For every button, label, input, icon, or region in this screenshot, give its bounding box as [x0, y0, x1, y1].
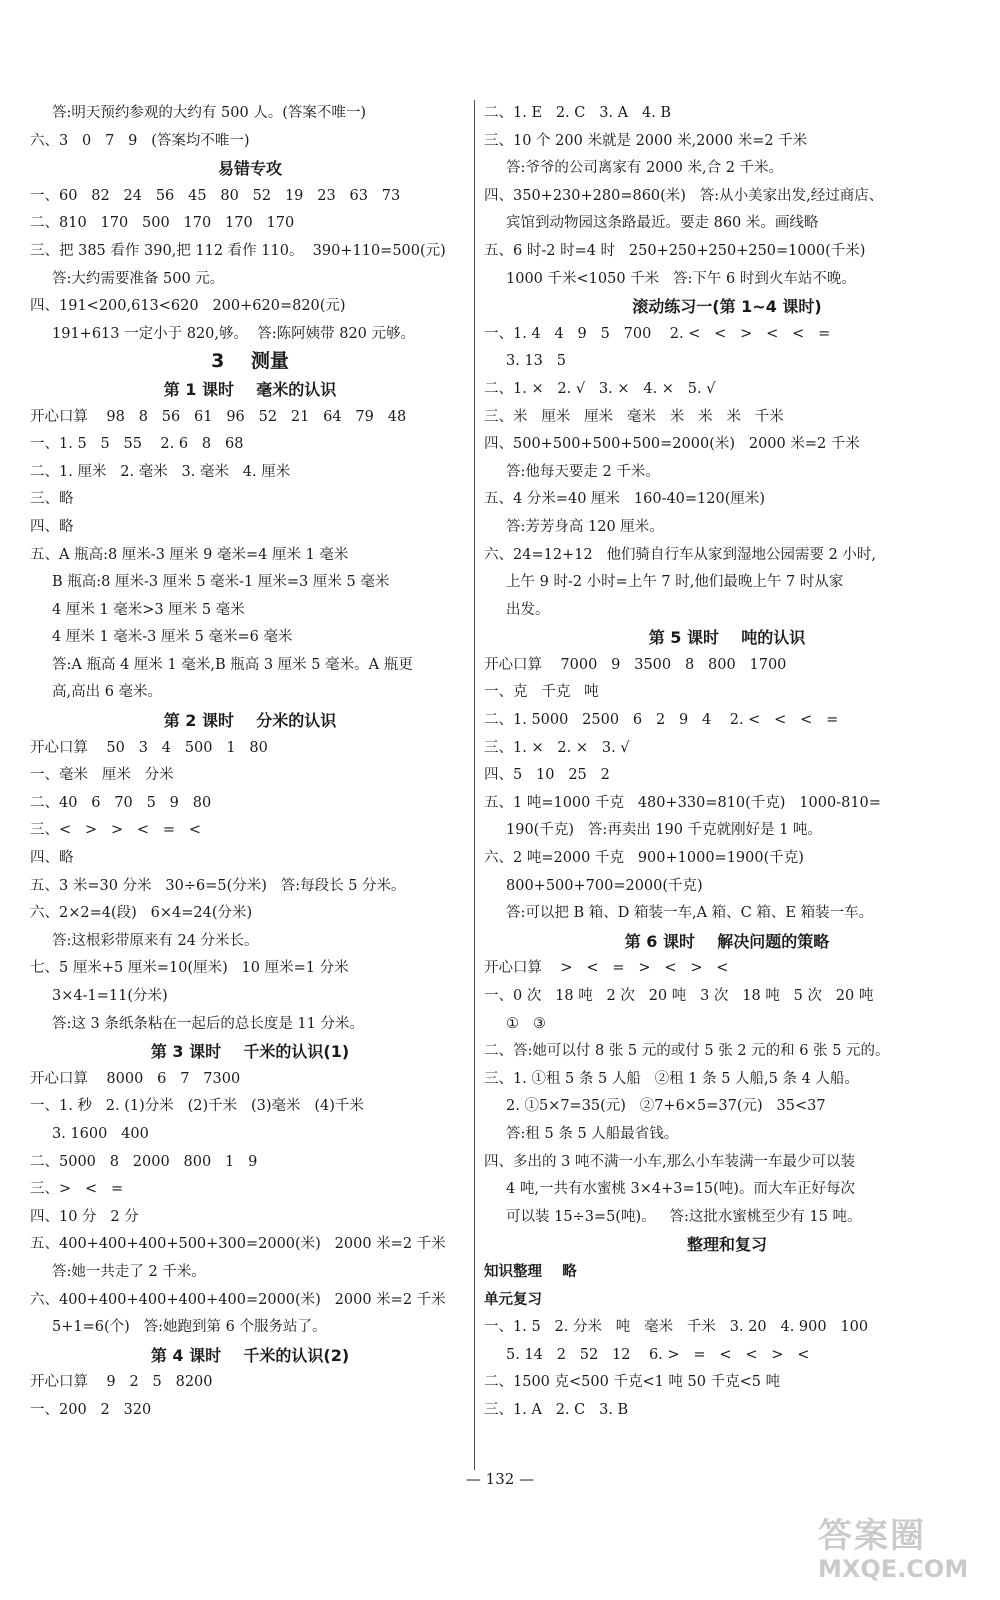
answer-line: 四、191<200,613<620 200+620=820(元) — [30, 298, 346, 315]
section-heading: 第 6 课时 解决问题的策略 — [624, 931, 830, 951]
answer-line: 一、200 2 320 — [30, 1401, 152, 1418]
answer-line: 高,高出 6 毫米。 — [52, 684, 163, 701]
answer-line: 三、米 厘米 厘米 毫米 米 米 米 千米 — [484, 408, 784, 425]
answer-line: 出发。 — [506, 601, 550, 618]
answer-line: 4 吨,一共有水蜜桃 3×4+3=15(吨)。而大车正好每次 — [506, 1181, 855, 1198]
watermark — [818, 1508, 978, 1588]
answer-line: 答:A 瓶高 4 厘米 1 毫米,B 瓶高 3 厘米 5 毫米。A 瓶更 — [52, 656, 413, 673]
section-heading: 3 测量 — [211, 350, 289, 373]
answer-line: 三、< > > < = < — [30, 822, 202, 839]
answer-line: 答:大约需要准备 500 元。 — [52, 270, 225, 287]
answer-line: 3. 1600 400 — [52, 1125, 149, 1142]
answer-line: 二、1. 厘米 2. 毫米 3. 毫米 4. 厘米 — [30, 463, 291, 480]
answer-line: 三、1. A 2. C 3. B — [484, 1401, 629, 1418]
answer-line: ① ③ — [506, 1015, 546, 1032]
answer-line: 800+500+700=2000(千克) — [506, 877, 703, 894]
answer-line: 二、1500 克<500 千克<1 吨 50 千克<5 吨 — [484, 1374, 781, 1391]
answer-line: 二、1. E 2. C 3. A 4. B — [484, 105, 672, 121]
answer-line: 4 厘米 1 毫米>3 厘米 5 毫米 — [52, 601, 245, 618]
section-heading: 第 5 课时 吨的认识 — [648, 628, 806, 648]
answer-line: B 瓶高:8 厘米-3 厘米 5 毫米-1 厘米=3 厘米 5 毫米 — [52, 574, 390, 591]
answer-line: 一、克 千克 吨 — [484, 684, 599, 701]
answer-line: 单元复习 — [484, 1291, 542, 1308]
answer-line: 六、3 0 7 9 (答案均不唯一) — [30, 132, 250, 149]
answer-line: 宾馆到动物园这条路最近。要走 860 米。画线略 — [506, 215, 819, 232]
answer-line: 四、略 — [30, 850, 74, 867]
answer-line: 五、1 吨=1000 千克 480+330=810(千克) 1000-810= — [484, 794, 881, 811]
answer-line: 答:爷爷的公司离家有 2000 米,合 2 千米。 — [506, 160, 784, 177]
answer-line: 开心口算 > < = > < > < — [484, 960, 729, 977]
answer-line: 开心口算 9 2 5 8200 — [30, 1374, 213, 1391]
answer-line: 二、1. 5000 2500 6 2 9 4 2. < < < = — [484, 712, 839, 729]
answer-line: 一、1. 秒 2. (1)分米 (2)千米 (3)毫米 (4)千米 — [30, 1098, 364, 1115]
answer-line: 一、毫米 厘米 分米 — [30, 767, 174, 784]
answer-line: 190(千克) 答:再卖出 190 千克就刚好是 1 吨。 — [506, 822, 823, 839]
answer-line: 开心口算 50 3 4 500 1 80 — [30, 739, 268, 756]
answer-line: 四、500+500+500+500=2000(米) 2000 米=2 千米 — [484, 436, 860, 453]
answer-line: 开心口算 8000 6 7 7300 — [30, 1070, 241, 1087]
answer-line: 一、1. 5 5 55 2. 6 8 68 — [30, 436, 244, 453]
answer-line: 四、350+230+280=860(米) 答:从小美家出发,经过商店、 — [484, 187, 884, 204]
answer-line: 开心口算 98 8 56 61 96 52 21 64 79 48 — [30, 408, 407, 425]
answer-line: 答:可以把 B 箱、D 箱装一车,A 箱、C 箱、E 箱装一车。 — [506, 905, 874, 922]
answer-line: 四、略 — [30, 518, 74, 535]
answer-line: 答:租 5 条 5 人船最省钱。 — [506, 1125, 679, 1142]
answer-line: 三、> < = — [30, 1181, 124, 1198]
section-heading: 易错专攻 — [217, 159, 282, 179]
answer-line: 答:她一共走了 2 千米。 — [52, 1263, 206, 1280]
answer-line: 五、6 时-2 时=4 时 250+250+250+250=1000(千米) — [484, 242, 866, 259]
section-heading: 第 1 课时 毫米的认识 — [163, 379, 337, 399]
answer-line: 二、5000 8 2000 800 1 9 — [30, 1153, 258, 1170]
answer-line: 五、400+400+400+500+300=2000(米) 2000 米=2 千米 — [30, 1236, 446, 1253]
answer-line: 五、4 分米=40 厘米 160-40=120(厘米) — [484, 491, 766, 508]
section-heading: 第 3 课时 千米的认识(1) — [150, 1042, 350, 1062]
answer-line: 三、1. × 2. × 3. √ — [484, 739, 630, 756]
answer-line: 四、5 10 25 2 — [484, 767, 610, 784]
answer-line: 一、1. 5 2. 分米 吨 毫米 千米 3. 20 4. 900 100 — [484, 1319, 869, 1336]
right-column — [484, 100, 970, 1425]
answer-line: 5. 14 2 52 12 6. > = < < > < — [506, 1346, 810, 1363]
answer-line: 可以装 15÷3=5(吨)。 答:这批水蜜桃至少有 15 吨。 — [506, 1208, 862, 1225]
answer-line: 四、多出的 3 吨不满一小车,那么小车装满一车最少可以装 — [484, 1153, 856, 1170]
left-column — [30, 100, 470, 1425]
watermark-logo: 答案圈 — [818, 1516, 926, 1556]
column-divider — [474, 100, 475, 1470]
answer-line: 答:这 3 条纸条粘在一起后的总长度是 11 分米。 — [52, 1015, 364, 1032]
answer-line: 五、3 米=30 分米 30÷6=5(分米) 答:每段长 5 分米。 — [30, 877, 406, 894]
answer-line: 七、5 厘米+5 厘米=10(厘米) 10 厘米=1 分米 — [30, 960, 349, 977]
answer-line: 答:明天预约参观的大约有 500 人。(答案不唯一) — [52, 105, 367, 121]
section-heading: 滚动练习一(第 1~4 课时) — [632, 297, 822, 317]
answer-line: 一、0 次 18 吨 2 次 20 吨 3 次 18 吨 5 次 20 吨 — [484, 988, 874, 1004]
answer-line: 答:他每天要走 2 千米。 — [506, 463, 660, 480]
answer-line: 五、A 瓶高:8 厘米-3 厘米 9 毫米=4 厘米 1 毫米 — [30, 546, 349, 563]
answer-line: 2. ①5×7=35(元) ②7+6×5=37(元) 35<37 — [506, 1098, 826, 1115]
answer-line: 六、24=12+12 他们骑自行车从家到湿地公园需要 2 小时, — [484, 546, 877, 563]
section-heading: 整理和复习 — [686, 1235, 767, 1255]
answer-line: 上午 9 时-2 小时=上午 7 时,他们最晚上午 7 时从家 — [506, 574, 844, 591]
answer-line: 三、把 385 看作 390,把 112 看作 110。 390+110=500(元) — [30, 242, 446, 259]
answer-line: 二、1. × 2. √ 3. × 4. × 5. √ — [484, 380, 716, 397]
section-heading: 第 4 课时 千米的认识(2) — [150, 1345, 350, 1365]
answer-line: 二、答:她可以付 8 张 5 元的或付 5 张 2 元的和 6 张 5 元的。 — [484, 1043, 890, 1060]
answer-line: 答:芳芳身高 120 厘米。 — [506, 518, 664, 535]
answer-line: 一、1. 4 4 9 5 700 2. < < > < < = — [484, 325, 831, 342]
answer-line: 5+1=6(个) 答:她跑到第 6 个服务站了。 — [52, 1319, 327, 1336]
answer-line: 3×4-1=11(分米) — [52, 988, 168, 1004]
answer-line: 六、2 吨=2000 千克 900+1000=1900(千克) — [484, 850, 804, 867]
answer-line: 答:这根彩带原来有 24 分米长。 — [52, 932, 259, 949]
answer-line: 知识整理 略 — [484, 1263, 577, 1280]
answer-line: 三、10 个 200 米就是 2000 米,2000 米=2 千米 — [484, 132, 808, 149]
page-number: — 132 — — [465, 1470, 535, 1488]
answer-line: 六、2×2=4(段) 6×4=24(分米) — [30, 905, 253, 922]
answer-line: 开心口算 7000 9 3500 8 800 1700 — [484, 656, 787, 673]
answer-line: 六、400+400+400+400+400=2000(米) 2000 米=2 千米 — [30, 1291, 446, 1308]
answer-line: 三、1. ①租 5 条 5 人船 ②租 1 条 5 人船,5 条 4 人船。 — [484, 1070, 859, 1087]
answer-line: 一、60 82 24 56 45 80 52 19 23 63 73 — [30, 187, 401, 204]
answer-line: 三、略 — [30, 491, 74, 508]
answer-line: 1000 千米<1050 千米 答:下午 6 时到火车站不晚。 — [506, 270, 856, 287]
answer-line: 四、10 分 2 分 — [30, 1208, 139, 1225]
answer-line: 3. 13 5 — [506, 353, 566, 370]
watermark-url: MXQE.COM — [818, 1555, 969, 1583]
answer-line: 191+613 一定小于 820,够。 答:陈阿姨带 820 元够。 — [52, 325, 416, 342]
section-heading: 第 2 课时 分米的认识 — [163, 711, 337, 731]
answer-line: 4 厘米 1 毫米-3 厘米 5 毫米=6 毫米 — [52, 629, 293, 646]
answer-line: 二、810 170 500 170 170 170 — [30, 215, 295, 232]
answer-line: 二、40 6 70 5 9 80 — [30, 794, 212, 811]
